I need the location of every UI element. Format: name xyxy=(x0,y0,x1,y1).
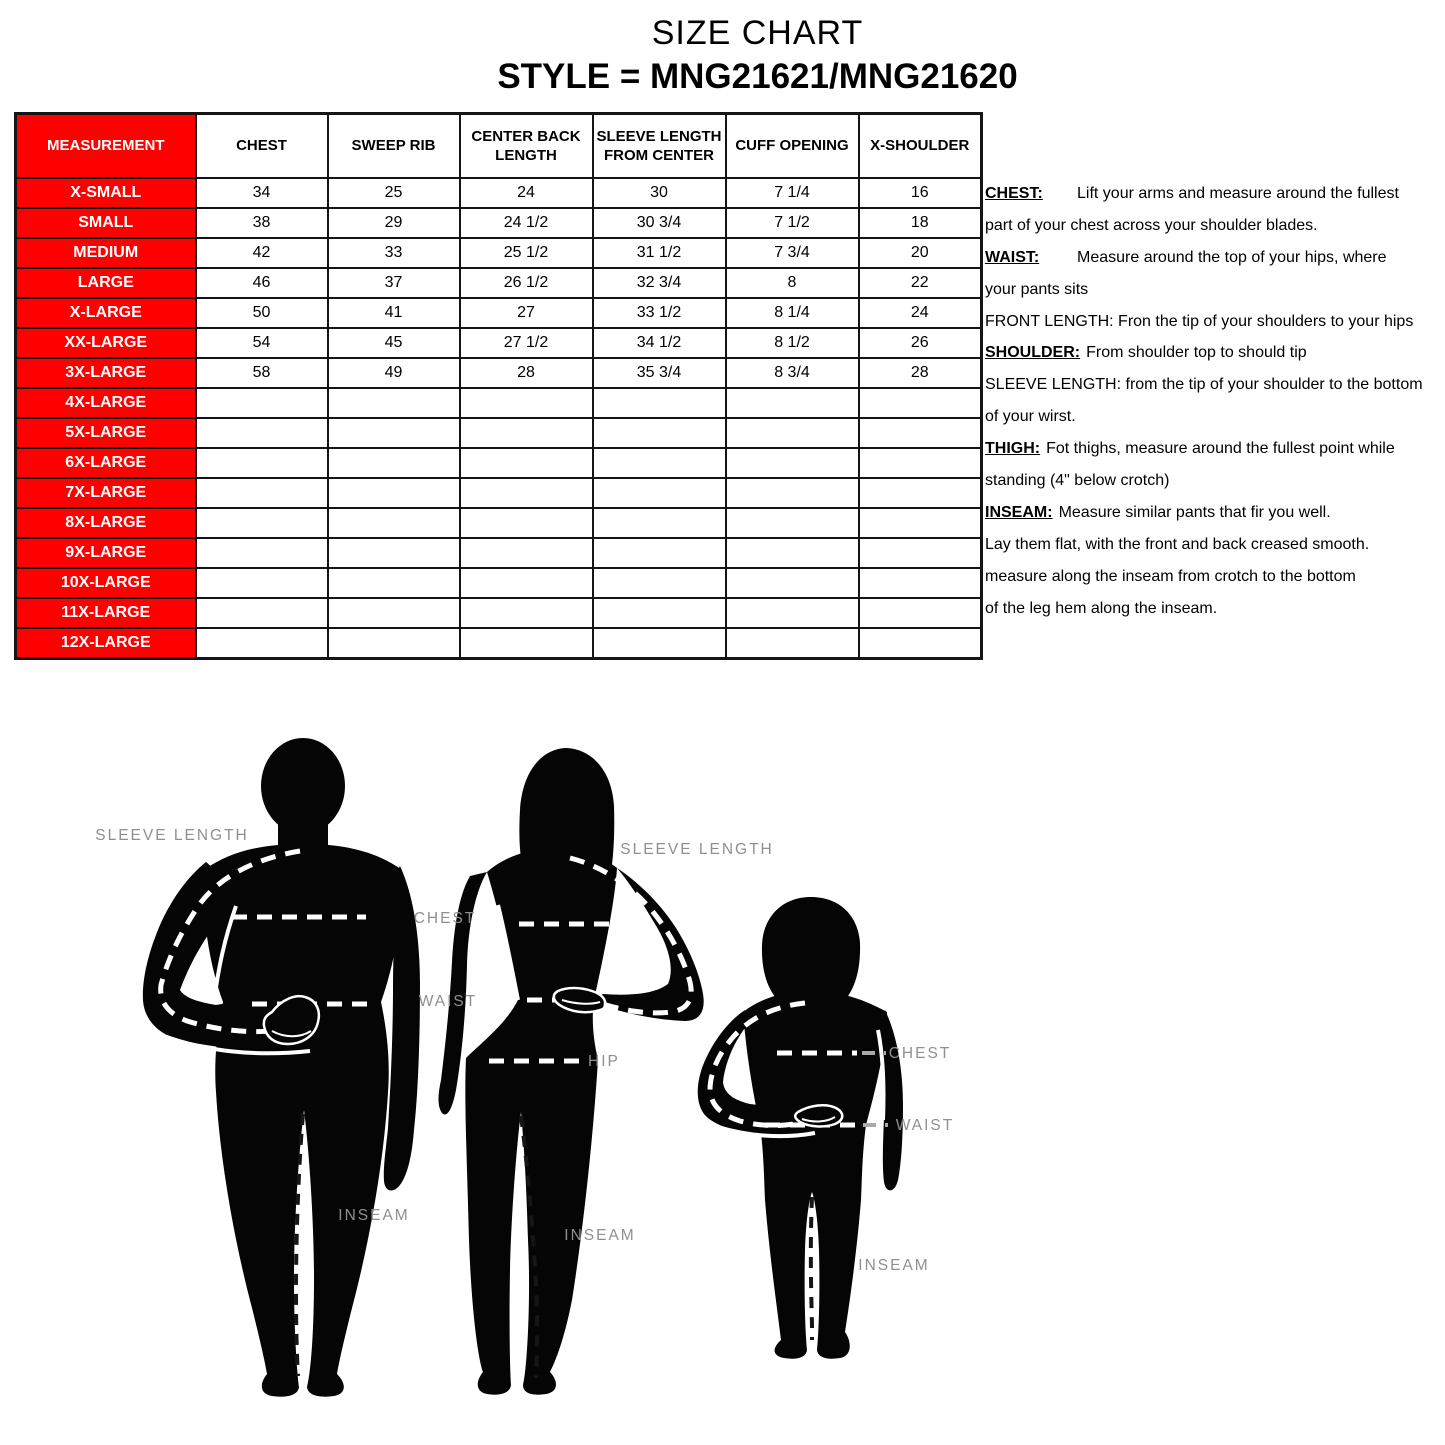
table-row xyxy=(16,328,982,358)
instruction-text: FRONT LENGTH: Fron the tip of your shoulders to your hips xyxy=(985,312,1414,330)
size-label-cell: 4X-LARGE xyxy=(16,388,196,418)
instruction-text: measure along the inseam from crotch to the bottom xyxy=(985,567,1356,585)
size-value-cell xyxy=(593,598,726,628)
instruction-line xyxy=(985,561,1444,593)
size-value-cell: 31 1/2 xyxy=(593,238,726,268)
instruction-text: standing (4" below crotch) xyxy=(985,472,1170,490)
size-value-cell xyxy=(328,478,460,508)
table-row xyxy=(16,628,982,659)
size-value-cell xyxy=(460,628,593,659)
size-value-cell xyxy=(328,628,460,659)
size-value-cell: 20 xyxy=(859,238,982,268)
size-value-cell xyxy=(593,568,726,598)
size-value-cell xyxy=(859,478,982,508)
page-title: SIZE CHART xyxy=(651,14,864,52)
waist-label: WAIST xyxy=(418,993,478,1010)
size-value-cell xyxy=(328,568,460,598)
woman-inseam-label: INSEAM xyxy=(564,1227,636,1244)
column-header-cell: SWEEP RIB xyxy=(328,114,460,179)
size-value-cell: 8 xyxy=(726,268,859,298)
instruction-text: part of your chest across your shoulder blades. xyxy=(985,216,1318,234)
instruction-line xyxy=(985,210,1444,242)
size-label-cell: 6X-LARGE xyxy=(16,448,196,478)
child-head xyxy=(762,897,860,1005)
size-value-cell xyxy=(196,418,328,448)
instruction-line xyxy=(985,465,1444,497)
instruction-line xyxy=(985,337,1444,369)
size-value-cell: 46 xyxy=(196,268,328,298)
chest-label: CHEST xyxy=(413,910,477,927)
column-header-cell: CHEST xyxy=(196,114,328,179)
size-value-cell xyxy=(328,388,460,418)
instruction-text: Measure similar pants that fir you well. xyxy=(1058,503,1331,521)
size-label-cell: 12X-LARGE xyxy=(16,628,196,659)
size-value-cell: 7 3/4 xyxy=(726,238,859,268)
child-body-silhouette xyxy=(743,991,887,1359)
size-value-cell xyxy=(726,418,859,448)
size-label-cell: 8X-LARGE xyxy=(16,508,196,538)
table-row xyxy=(16,418,982,448)
table-row xyxy=(16,508,982,538)
size-value-cell: 37 xyxy=(328,268,460,298)
size-value-cell: 25 1/2 xyxy=(460,238,593,268)
size-value-cell xyxy=(196,448,328,478)
size-value-cell: 41 xyxy=(328,298,460,328)
size-value-cell: 29 xyxy=(328,208,460,238)
size-value-cell xyxy=(859,508,982,538)
size-value-cell xyxy=(196,388,328,418)
page-subtitle: STYLE = MNG21621/MNG21620 xyxy=(497,57,1018,96)
size-value-cell xyxy=(859,568,982,598)
size-value-cell xyxy=(859,628,982,659)
size-value-cell xyxy=(460,568,593,598)
size-value-cell xyxy=(328,418,460,448)
instruction-line xyxy=(985,306,1444,338)
instruction-text: of the leg hem along the inseam. xyxy=(985,599,1218,617)
size-value-cell xyxy=(460,448,593,478)
instruction-line xyxy=(985,593,1444,625)
child-hand xyxy=(795,1105,842,1126)
size-value-cell xyxy=(460,538,593,568)
child-waist-label: WAIST xyxy=(895,1117,955,1134)
size-value-cell xyxy=(196,478,328,508)
size-value-cell: 28 xyxy=(460,358,593,388)
instruction-line xyxy=(985,274,1444,306)
table-header-row xyxy=(16,114,982,179)
measurement-figures xyxy=(0,700,1445,1445)
instruction-line xyxy=(985,497,1444,529)
size-value-cell xyxy=(593,628,726,659)
size-value-cell xyxy=(460,478,593,508)
table-row xyxy=(16,538,982,568)
size-label-cell: 5X-LARGE xyxy=(16,418,196,448)
size-value-cell xyxy=(196,568,328,598)
size-value-cell xyxy=(726,448,859,478)
size-label-cell: XX-LARGE xyxy=(16,328,196,358)
child-inseam-label: INSEAM xyxy=(858,1257,930,1274)
man-inseam-label: INSEAM xyxy=(338,1207,410,1224)
woman-sleeve-length-label: SLEEVE LENGTH xyxy=(620,841,774,858)
size-value-cell: 32 3/4 xyxy=(593,268,726,298)
size-value-cell xyxy=(859,388,982,418)
instruction-text: Lay them flat, with the front and back creased smooth. xyxy=(985,535,1370,553)
instruction-text: Lift your arms and measure around the fullest xyxy=(1077,185,1399,202)
measuring-instructions xyxy=(985,178,1444,624)
size-value-cell xyxy=(460,508,593,538)
table-row xyxy=(16,358,982,388)
size-value-cell xyxy=(726,478,859,508)
size-value-cell: 49 xyxy=(328,358,460,388)
size-value-cell: 45 xyxy=(328,328,460,358)
size-value-cell: 27 xyxy=(460,298,593,328)
instruction-term: CHEST: xyxy=(985,185,1043,202)
column-header-cell: SLEEVE LENGTH FROM CENTER xyxy=(593,114,726,179)
woman-body-silhouette xyxy=(465,848,617,1395)
size-value-cell xyxy=(460,418,593,448)
size-value-cell: 28 xyxy=(859,358,982,388)
size-value-cell: 24 xyxy=(859,298,982,328)
column-header-cell: CUFF OPENING xyxy=(726,114,859,179)
size-value-cell xyxy=(859,598,982,628)
size-value-cell xyxy=(460,598,593,628)
size-value-cell: 8 3/4 xyxy=(726,358,859,388)
instruction-text: SLEEVE LENGTH: from the tip of your shoulder to the bottom xyxy=(985,376,1423,394)
measurement-header-cell: MEASUREMENT xyxy=(16,114,196,179)
size-value-cell xyxy=(593,538,726,568)
instruction-term: INSEAM: xyxy=(985,503,1053,521)
instruction-text: your pants sits xyxy=(985,280,1089,298)
size-value-cell: 27 1/2 xyxy=(460,328,593,358)
instruction-line xyxy=(985,401,1444,433)
hip-label: HIP xyxy=(588,1053,620,1070)
size-label-cell: 10X-LARGE xyxy=(16,568,196,598)
column-header-cell: CENTER BACK LENGTH xyxy=(460,114,593,179)
size-label-cell: 9X-LARGE xyxy=(16,538,196,568)
size-value-cell xyxy=(593,418,726,448)
size-value-cell: 7 1/2 xyxy=(726,208,859,238)
size-label-cell: 11X-LARGE xyxy=(16,598,196,628)
size-label-cell: MEDIUM xyxy=(16,238,196,268)
size-label-cell: LARGE xyxy=(16,268,196,298)
instruction-text: From shoulder top to should tip xyxy=(1086,344,1307,362)
instruction-text: of your wirst. xyxy=(985,408,1076,426)
size-value-cell: 38 xyxy=(196,208,328,238)
size-value-cell: 30 3/4 xyxy=(593,208,726,238)
size-value-cell: 34 xyxy=(196,178,328,208)
size-value-cell: 50 xyxy=(196,298,328,328)
size-value-cell: 30 xyxy=(593,178,726,208)
size-value-cell xyxy=(726,388,859,418)
size-value-cell xyxy=(726,598,859,628)
size-value-cell: 8 1/4 xyxy=(726,298,859,328)
size-value-cell: 26 1/2 xyxy=(460,268,593,298)
instruction-line xyxy=(985,178,1444,210)
size-chart-table xyxy=(14,112,983,660)
size-value-cell xyxy=(859,418,982,448)
size-value-cell xyxy=(328,508,460,538)
size-label-cell: 7X-LARGE xyxy=(16,478,196,508)
size-value-cell xyxy=(726,568,859,598)
size-value-cell xyxy=(328,598,460,628)
size-value-cell: 7 1/4 xyxy=(726,178,859,208)
size-value-cell: 54 xyxy=(196,328,328,358)
instruction-text: Measure around the top of your hips, where xyxy=(1077,248,1387,266)
size-value-cell: 35 3/4 xyxy=(593,358,726,388)
table-row xyxy=(16,448,982,478)
instruction-line xyxy=(985,433,1444,465)
table-row xyxy=(16,598,982,628)
size-value-cell: 18 xyxy=(859,208,982,238)
table-row xyxy=(16,568,982,598)
table-row xyxy=(16,178,982,208)
size-label-cell: X-SMALL xyxy=(16,178,196,208)
size-label-cell: 3X-LARGE xyxy=(16,358,196,388)
size-value-cell xyxy=(726,508,859,538)
table-row xyxy=(16,268,982,298)
instruction-text: Fot thighs, measure around the fullest point while xyxy=(1046,440,1395,458)
size-value-cell xyxy=(593,508,726,538)
column-header-cell: X-SHOULDER xyxy=(859,114,982,179)
size-value-cell xyxy=(328,538,460,568)
table-row xyxy=(16,478,982,508)
size-value-cell xyxy=(196,538,328,568)
size-value-cell: 24 1/2 xyxy=(460,208,593,238)
size-value-cell xyxy=(726,628,859,659)
size-value-cell: 42 xyxy=(196,238,328,268)
size-label-cell: SMALL xyxy=(16,208,196,238)
instruction-term: SHOULDER: xyxy=(985,344,1081,362)
size-value-cell: 8 1/2 xyxy=(726,328,859,358)
table-row xyxy=(16,208,982,238)
table-row xyxy=(16,298,982,328)
size-value-cell: 25 xyxy=(328,178,460,208)
size-value-cell xyxy=(593,478,726,508)
table-row xyxy=(16,238,982,268)
instruction-line xyxy=(985,369,1444,401)
size-value-cell: 16 xyxy=(859,178,982,208)
woman-bent-arm xyxy=(599,868,703,1021)
size-value-cell: 58 xyxy=(196,358,328,388)
size-value-cell xyxy=(196,598,328,628)
size-value-cell: 24 xyxy=(460,178,593,208)
instruction-line xyxy=(985,529,1444,561)
size-value-cell xyxy=(196,628,328,659)
child-inseam-line xyxy=(811,1197,812,1340)
size-value-cell xyxy=(593,388,726,418)
table-row xyxy=(16,388,982,418)
size-value-cell: 33 xyxy=(328,238,460,268)
size-value-cell xyxy=(593,448,726,478)
instruction-term: THIGH: xyxy=(985,440,1041,458)
child-chest-label: CHEST xyxy=(888,1045,952,1062)
size-value-cell: 22 xyxy=(859,268,982,298)
size-value-cell xyxy=(328,448,460,478)
instruction-term: WAIST: xyxy=(985,248,1040,266)
size-value-cell xyxy=(859,538,982,568)
size-value-cell xyxy=(196,508,328,538)
man-sleeve-length-label: SLEEVE LENGTH xyxy=(95,827,249,844)
size-value-cell: 34 1/2 xyxy=(593,328,726,358)
instruction-line xyxy=(985,242,1444,274)
child-figure xyxy=(698,897,903,1359)
size-value-cell xyxy=(726,538,859,568)
size-value-cell: 26 xyxy=(859,328,982,358)
size-value-cell xyxy=(460,388,593,418)
size-value-cell: 33 1/2 xyxy=(593,298,726,328)
size-label-cell: X-LARGE xyxy=(16,298,196,328)
size-value-cell xyxy=(859,448,982,478)
